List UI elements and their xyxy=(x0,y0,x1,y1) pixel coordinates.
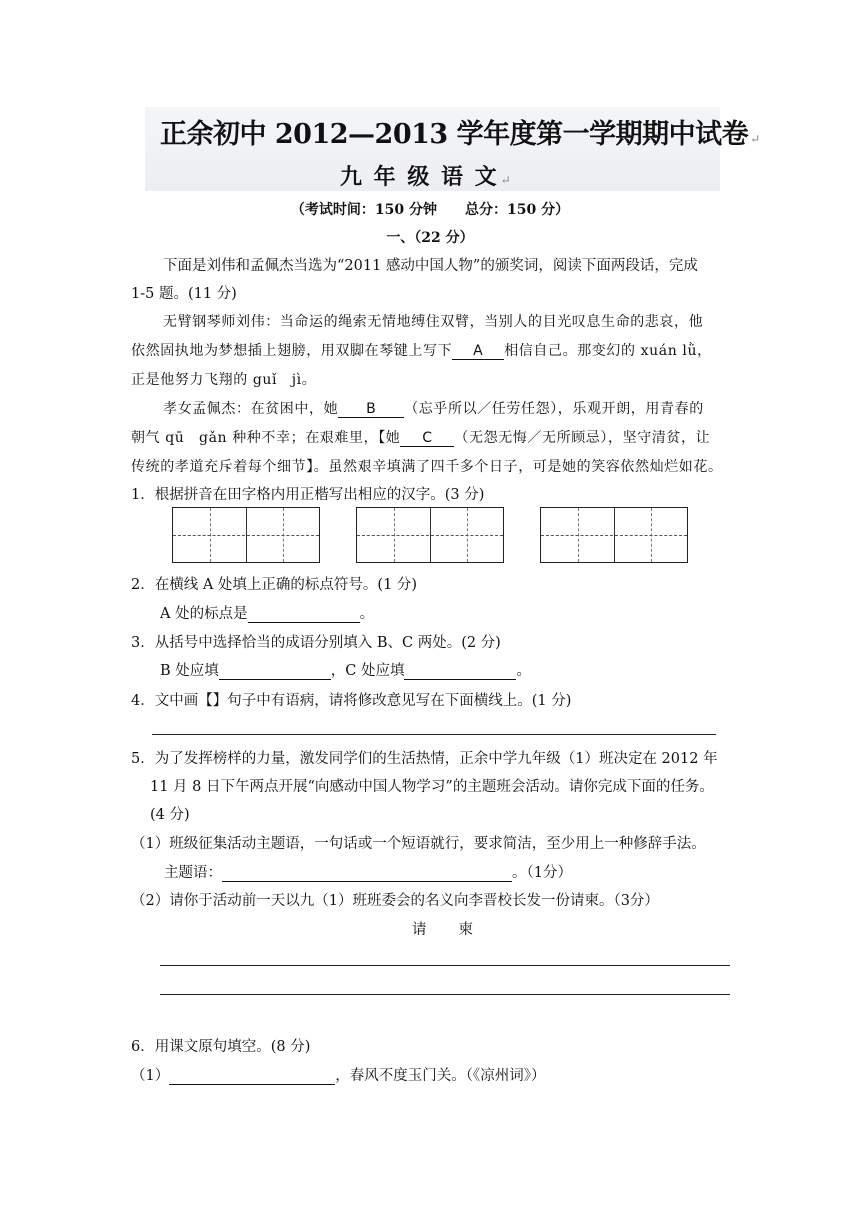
tianzige-grid-1[interactable] xyxy=(172,507,320,563)
question-4: 4．文中画【】句子中有语病，请将修改意见写在下面横线上。(1 分) xyxy=(131,693,572,709)
passage1-line-2: 依然固执地为梦想插上翅膀，用双脚在琴键上写下 A 相信自己。那变幻的 xuán lǜ， xyxy=(131,343,712,359)
question-2: 2．在横线 A 处填上正确的标点符号。(1 分) xyxy=(131,577,418,593)
question-5-sub-1: （1）班级征集活动主题语，一句话或一个短语就行，要求简洁，至少用上一种修辞手法。 xyxy=(131,836,706,852)
invitation-line-1[interactable] xyxy=(160,965,730,966)
question-2-answer: A 处的标点是 。 xyxy=(160,606,375,622)
q4-answer-line[interactable] xyxy=(152,734,716,735)
passage1-line-3: 正是他努力飞翔的 guǐ jì。 xyxy=(131,372,317,388)
q3-answer-blank-c[interactable] xyxy=(404,663,516,680)
paragraph-mark-icon: ↵ xyxy=(500,173,513,187)
passage2-line-2: 朝气 qū gǎn 种种不幸；在艰难里，【她 C （无怨无悔／无所顾忌），坚守清贫，让 xyxy=(131,430,711,446)
q6-1-answer-blank[interactable] xyxy=(169,1068,335,1085)
blank-a[interactable]: A xyxy=(452,343,504,360)
question-5-line-1: 5．为了发挥榜样的力量，激发同学们的生活热情，正余中学九年级（1）班决定在 2012 年 xyxy=(131,751,718,767)
tianzige-grid-3[interactable] xyxy=(540,507,688,563)
passage2-line-1: 孝女孟佩杰：在贫困中，她 B （忘乎所以／任劳任怨），乐观开朗，用青春的 xyxy=(163,401,704,417)
q2-answer-blank[interactable] xyxy=(248,606,360,623)
intro-line-1: 下面是刘伟和孟佩杰当选为“2011 感动中国人物”的颁奖词，阅读下面两段话，完成 xyxy=(163,258,698,274)
question-1: 1．根据拼音在田字格内用正楷写出相应的汉字。(3 分) xyxy=(131,487,485,503)
exam-title: 正余初中 2012—2013 学年度第一学期期中试卷 ↵ xyxy=(160,119,760,150)
passage1-line-1: 无臂钢琴师刘伟：当命运的绳索无情地缚住双臂，当别人的目光叹息生命的悲哀，他 xyxy=(163,314,704,330)
passage2-line-3: 传统的孝道充斥着每个细节】。虽然艰辛填满了四千多个日子，可是她的笑容依然灿烂如花。 xyxy=(131,459,723,475)
question-6: 6．用课文原句填空。(8 分) xyxy=(131,1039,311,1055)
question-3: 3．从括号中选择恰当的成语分别填入 B、C 两处。(2 分) xyxy=(131,635,501,651)
invitation-line-2[interactable] xyxy=(160,994,730,995)
blank-b[interactable]: B xyxy=(338,401,404,418)
question-5-sub-2: （2）请你于活动前一天以九（1）班班委会的名义向李晋校长发一份请柬。（3分） xyxy=(131,893,659,909)
blank-c[interactable]: C xyxy=(400,430,454,447)
subject-title: 九 年 级 语 文 ↵ xyxy=(340,164,513,190)
question-3-answer: B 处应填 ，C 处应填 。 xyxy=(160,663,531,679)
question-5-line-2: 11 月 8 日下午两点开展“向感动中国人物学习”的主题班会活动。请你完成下面的任务。 xyxy=(150,779,714,795)
section-heading: 一、（22 分） xyxy=(386,230,474,246)
exam-info: （考试时间：150 分钟 总分：150 分） xyxy=(290,202,570,218)
theme-slogan-blank[interactable] xyxy=(222,865,512,882)
intro-line-2: 1-5 题。(11 分) xyxy=(131,286,237,302)
question-5-line-3: (4 分) xyxy=(150,807,190,823)
tianzige-grid-2[interactable] xyxy=(356,507,504,563)
q3-answer-blank-b[interactable] xyxy=(219,663,331,680)
paragraph-mark-icon: ↵ xyxy=(750,132,760,146)
question-6-item-1: （1） ，春风不度玉门关。（《凉州词》） xyxy=(131,1068,546,1084)
theme-slogan-row: 主题语： 。（1分） xyxy=(164,865,572,881)
invitation-heading: 请 柬 xyxy=(412,922,474,938)
